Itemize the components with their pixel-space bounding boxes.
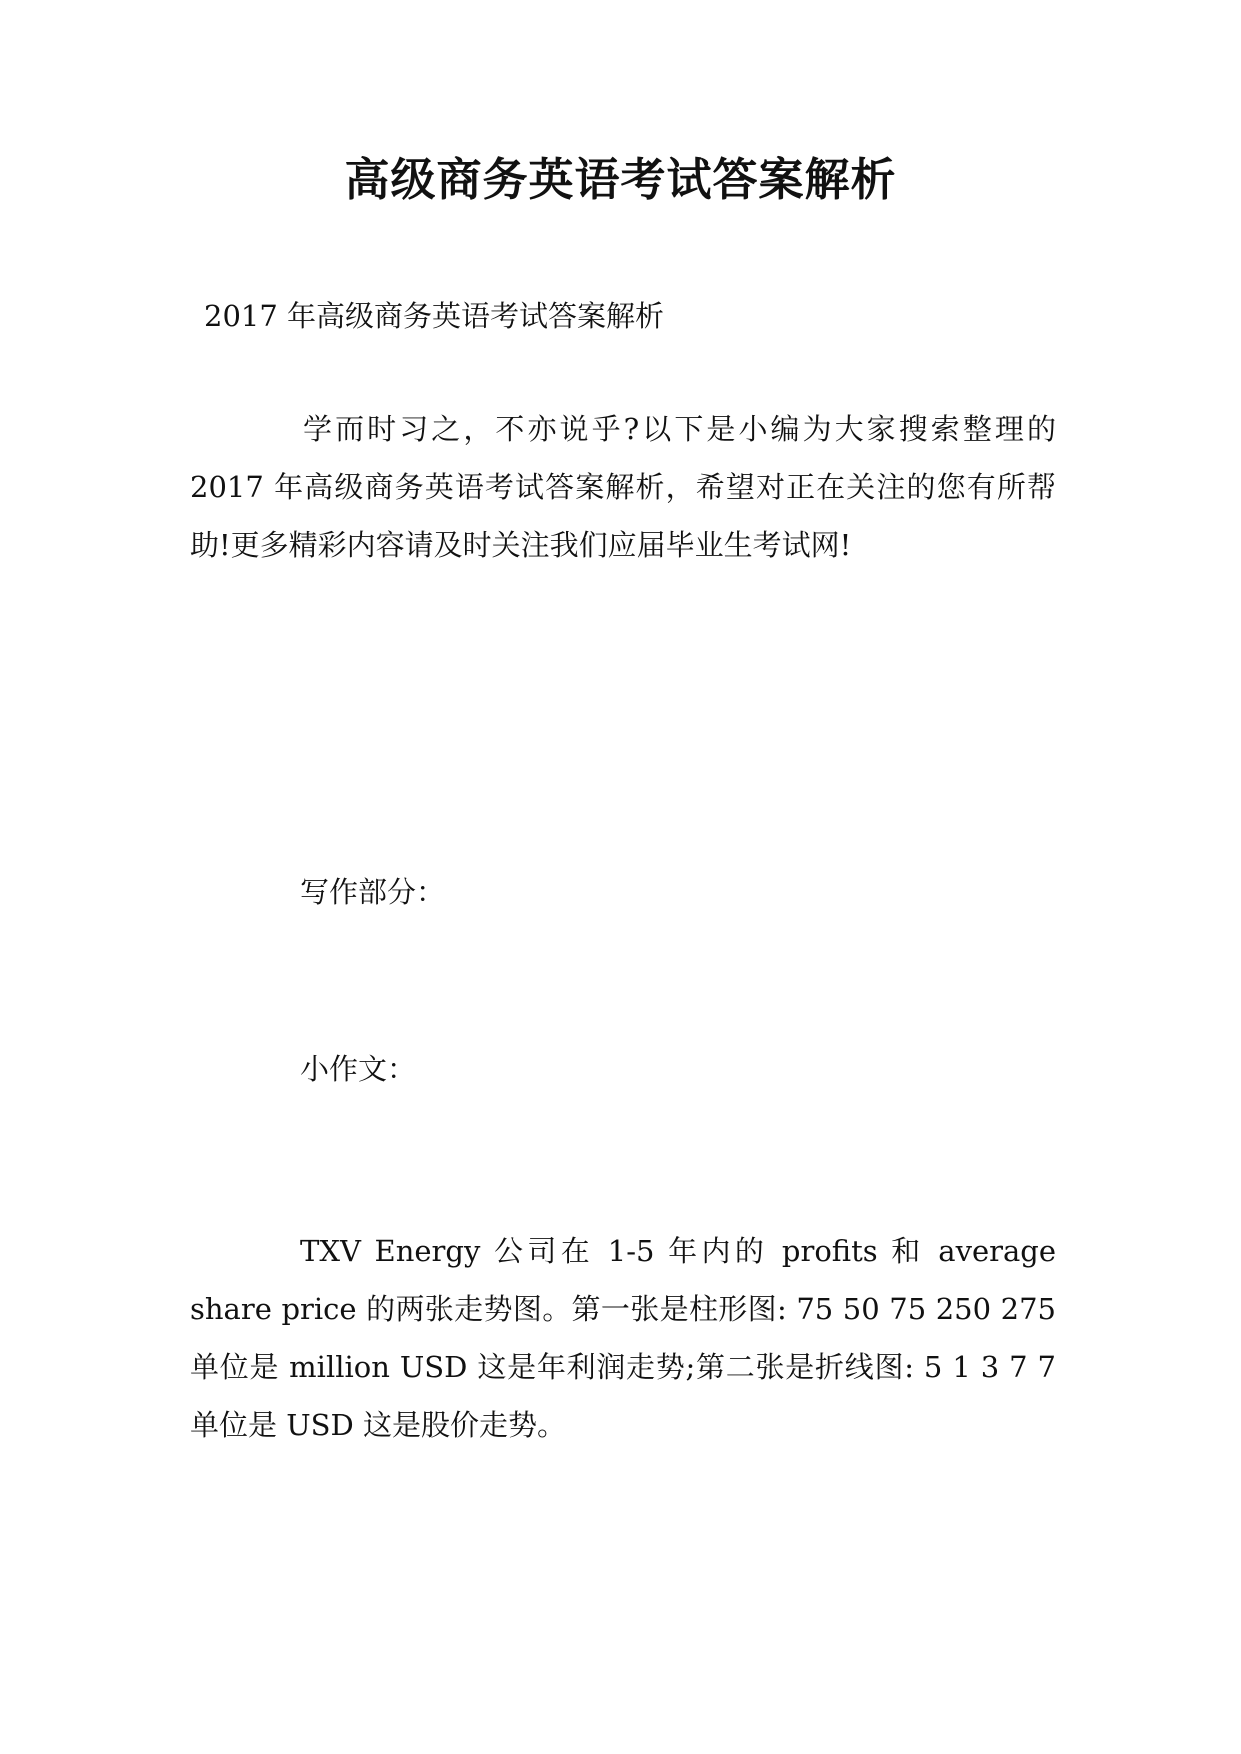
document-subtitle: 2017 年高级商务英语考试答案解析 xyxy=(204,299,665,333)
task-paragraph xyxy=(190,1222,1056,1454)
section-short-essay-heading: 小作文： xyxy=(300,1052,417,1086)
intro-paragraph xyxy=(190,400,1056,574)
section-writing-heading: 写作部分： xyxy=(300,875,446,909)
intro-paragraph-text: 学而时习之，不亦说乎?以下是小编为大家搜索整理的 2017 年高级商务英语考试答案解析，希望对正在关注的您有所帮助!更多精彩内容请及时关注我们应届毕业生考试网! xyxy=(190,412,1056,562)
task-paragraph-text: TXV Energy 公司在 1-5 年内的 profits 和 average share price 的两张走势图。第一张是柱形图: 75 50 75 250 275 单位是 million USD 这是年利润走势;第二张是折线图: 5 1 3 7 7 单位是 USD 这是股价走势。 xyxy=(190,1234,1056,1442)
document-title: 高级商务英语考试答案解析 xyxy=(344,153,897,206)
